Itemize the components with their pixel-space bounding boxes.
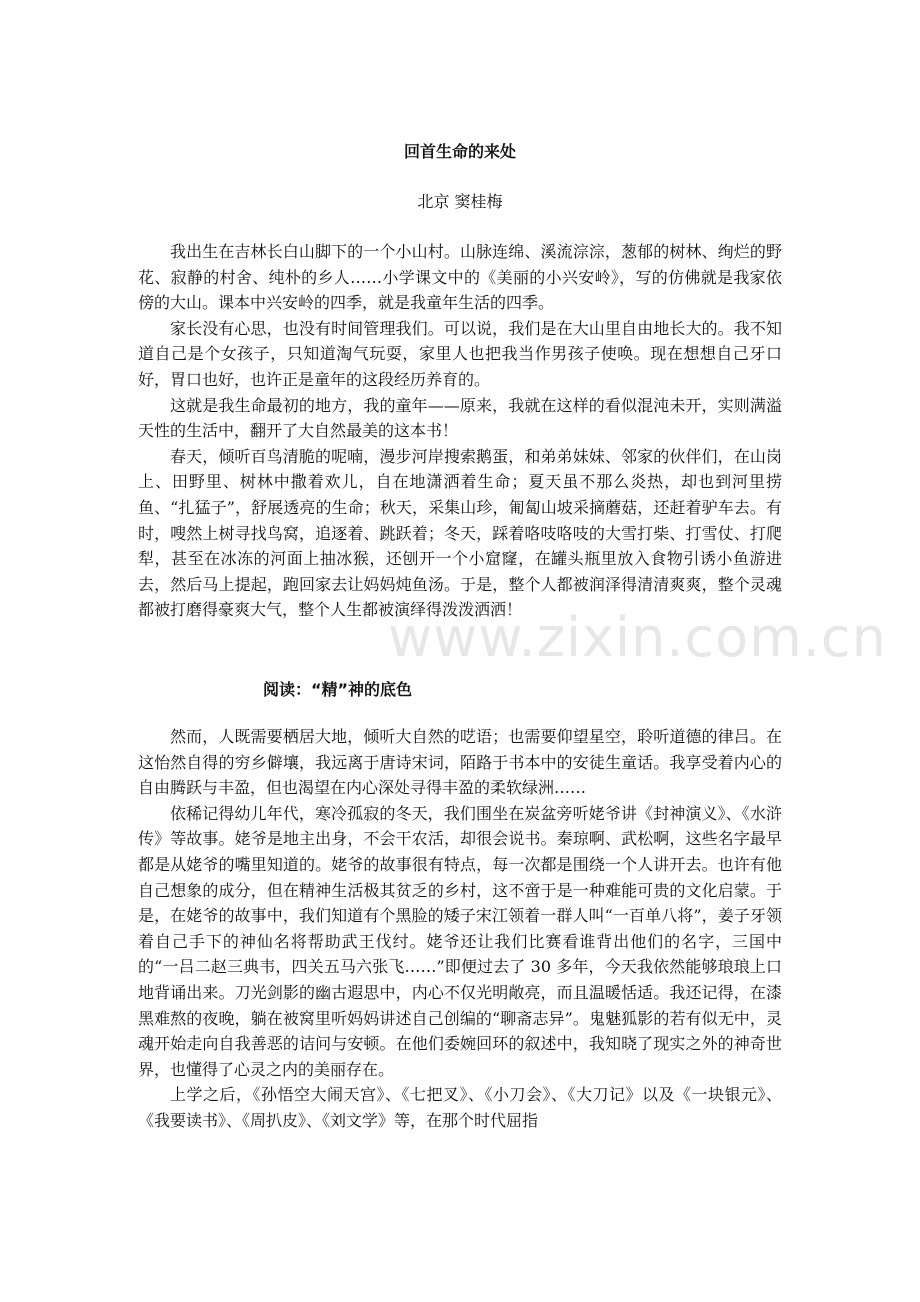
section-heading: 阅读：“精”神的底色 [263,680,413,699]
document-title: 回首生命的来处 [403,142,516,161]
paragraph: 然而，人既需要栖居大地，倾听大自然的呓语；也需要仰望星空，聆听道德的律吕。在这怡然自得的穷乡僻壤，我远离于唐诗宋词，陌路于书本中的安徒生童话。我享受着内心的自由腾跃与丰盈，但也渴望在内心深处寻得丰盈的柔软绿洲…… [138,727,782,798]
author-line: 北京 窦桂梅 [417,192,503,211]
watermark: www.zixin.com.cn [388,606,887,669]
section-reading [138,724,782,1134]
paragraph: 春天，倾听百鸟清脆的呢喃，漫步河岸搜索鹅蛋，和弟弟妹妹、邻家的伙伴们，在山岗上、田野里、树林中撒着欢儿，自在地潇洒着生命；夏天虽不那么炎热，却也到河里捞鱼、“扎猛子”，舒展透亮的生命；秋天，采集山珍，匍匐山坡采摘蘑菇，还赶着驴车去。有时，嗖然上树寻找鸟窝，追逐着、跳跃着；冬天，踩着咯吱咯吱的大雪打柴、打雪仗、打爬犁，甚至在冰冻的河面上抽冰猴，还刨开一个小窟窿，在罐头瓶里放入食物引诱小鱼游进去，然后马上提起，跑回家去让妈妈炖鱼汤。于是，整个人都被润泽得清清爽爽，整个灵魂都被打磨得豪爽大气，整个人生都被演绎得泼泼洒洒！ [138,446,782,620]
paragraph: 这就是我生命最初的地方，我的童年——原来，我就在这样的看似混沌未开，实则满溢天性的生活中，翻开了大自然最美的这本书！ [138,395,782,441]
paragraph: 依稀记得幼儿年代，寒冷孤寂的冬天，我们围坐在炭盆旁听姥爷讲《封神演义》、《水浒传》等故事。姥爷是地主出身，不会干农活，却很会说书。秦琼啊、武松啊，这些名字最早都是从姥爷的嘴里知道的。姥爷的故事很有特点，每一次都是围绕一个人讲开去。也许有他自己想象的成分，但在精神生活极其贫乏的乡村，这不啻于是一种难能可贵的文化启蒙。于是，在姥爷的故事中，我们知道有个黑脸的矮子宋江领着一群人叫“一百单八将”，姜子牙领着自己手下的神仙名将帮助武王伐纣。姥爷还让我们比赛看谁背出他们的名字，三国中的“一吕二赵三典韦，四关五马六张飞……”即便过去了 30 多年，今天我依然能够琅琅上口地背诵出来。刀光剑影的幽古遐思中，内心不仅光明敞亮，而且温暖恬适。我还记得，在漆黑难熬的夜晚，躺在被窝里听妈妈讲述自己创编的“聊斋志异”。鬼魅狐影的若有似无中，灵魂开始走向自我善恶的诘问与安顿。在他们委婉回环的叙述中，我知晓了现实之外的神奇世界，也懂得了心灵之内的美丽存在。 [138,803,782,1079]
section-childhood [138,239,782,623]
paragraph: 家长没有心思，也没有时间管理我们。可以说，我们是在大山里自由地长大的。我不知道自己是个女孩子，只知道淘气玩耍，家里人也把我当作男孩子使唤。现在想想自己牙口好，胃口也好，也许正是童年的这段经历养育的。 [138,318,782,389]
paragraph: 上学之后，《孙悟空大闹天宫》、《七把叉》、《小刀会》、《大刀记》以及《一块银元》、《我要读书》、《周扒皮》、《刘文学》等，在那个时代屈指 [138,1085,782,1130]
paragraph: 我出生在吉林长白山脚下的一个小山村。山脉连绵、溪流淙淙，葱郁的树林、绚烂的野花、寂静的村舍、纯朴的乡人……小学课文中的《美丽的小兴安岭》，写的仿佛就是我家依傍的大山。课本中兴安岭的四季，就是我童年生活的四季。 [138,242,782,313]
